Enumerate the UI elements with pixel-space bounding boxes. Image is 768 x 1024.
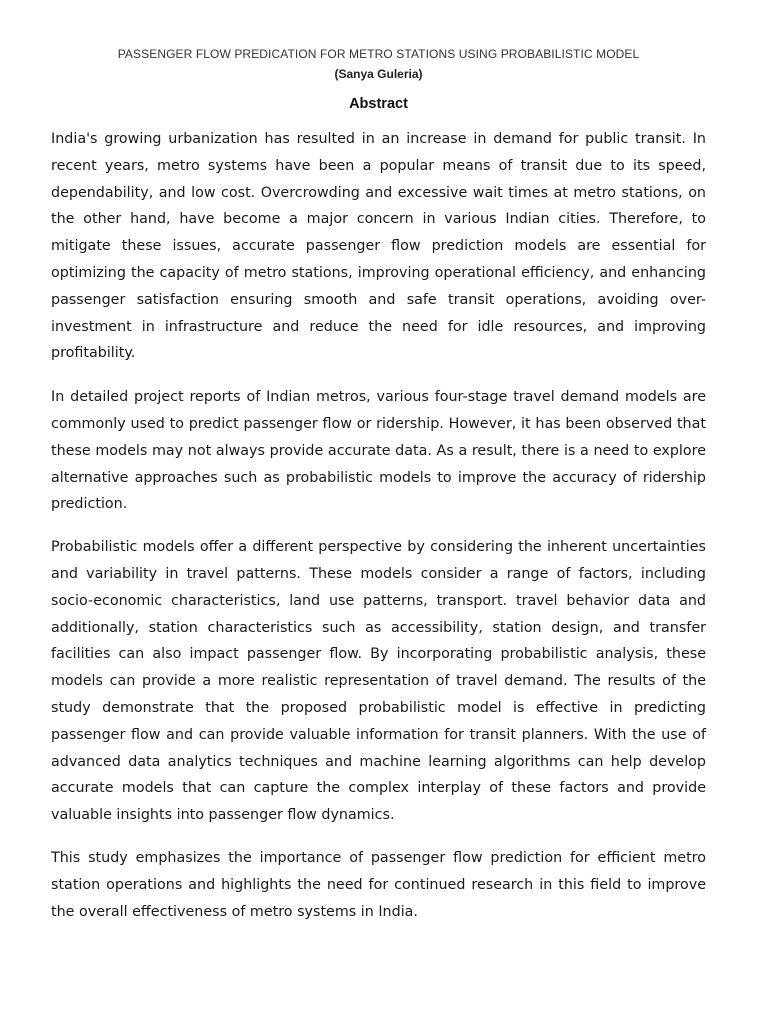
author-name: (Sanya Guleria) bbox=[334, 67, 423, 81]
abstract-paragraph-2: In detailed project reports of Indian metros, various four-stage travel demand models are commonly used to predict passenger flow or ridership. However, it has been observed that these models may not always provide accurate data. As a result, there is a need to explore alternative approaches such as probabilistic models to improve the accuracy of ridership prediction. bbox=[51, 389, 706, 513]
abstract-paragraph-4: This study emphasizes the importance of passenger flow prediction for efficient metro station operations and highlights the need for continued research in this field to improve the overall effectiveness of metro systems in India. bbox=[51, 849, 706, 920]
abstract-paragraph-1: India's growing urbanization has resulted in an increase in demand for public transit. In recent years, metro systems have been a popular means of transit due to its speed, dependability, and low cost. Overcrowding and excessive wait times at metro stations, on the other hand, have become a major concern in various Indian cities. Therefore, to mitigate these issues, accurate passenger flow prediction models are essential for optimizing the capacity of metro stations, improving operational efficiency, and enhancing passenger satisfaction ensuring smooth and safe transit operations, avoiding over-investment in infrastructure and reduce the need for idle resources, and improving profitability. bbox=[51, 131, 706, 362]
document-page bbox=[51, 44, 706, 925]
abstract-heading: Abstract bbox=[349, 96, 408, 112]
abstract-paragraph-3: Probabilistic models offer a different perspective by considering the inherent uncertainties and variability in travel patterns. These models consider a range of factors, including socio-economic characteristics, land use patterns, transport. travel behavior data and additionally, station characteristics such as accessibility, station design, and transfer facilities can also impact passenger flow. By incorporating probabilistic analysis, these models can provide a more realistic representation of travel demand. The results of the study demonstrate that the proposed probabilistic model is effective in predicting passenger flow and can provide valuable information for transit planners. With the use of advanced data analytics techniques and machine learning algorithms can help develop accurate models that can capture the complex interplay of these factors and provide valuable insights into passenger flow dynamics. bbox=[51, 539, 706, 824]
paper-title: PASSENGER FLOW PREDICATION FOR METRO STATIONS USING PROBABILISTIC MODEL bbox=[117, 47, 640, 61]
